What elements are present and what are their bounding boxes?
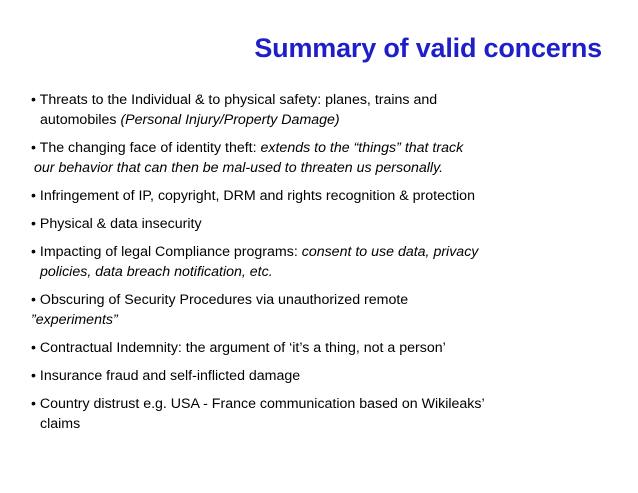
bullet-item xyxy=(31,338,611,358)
bullet-line xyxy=(31,158,611,178)
bullet-line xyxy=(31,310,611,330)
bullet-line xyxy=(31,90,611,110)
bullet-item xyxy=(31,90,611,130)
bullet-line xyxy=(31,394,611,414)
bullet-line xyxy=(31,414,611,434)
bullet-line xyxy=(31,214,611,234)
bullet-emphasis: (Personal Injury/Property Damage) xyxy=(120,112,340,128)
bullet-line xyxy=(31,366,611,386)
bullet-item xyxy=(31,394,611,434)
bullet-text: • Physical & data insecurity xyxy=(31,216,202,232)
bullet-emphasis: policies, data breach notification, etc. xyxy=(40,264,273,280)
bullet-line xyxy=(31,242,611,262)
bullet-text: • Impacting of legal Compliance programs: xyxy=(31,244,302,260)
bullet-item xyxy=(31,290,611,330)
bullet-text: • Obscuring of Security Procedures via unauthorized remote xyxy=(31,292,409,308)
bullet-line xyxy=(31,138,611,158)
bullet-emphasis: consent to use data, privacy xyxy=(301,244,479,260)
bullet-text: • Contractual Indemnity: the argument of ‘it’s a thing, not a person’ xyxy=(31,340,446,356)
bullet-emphasis: extends to the “things” that track xyxy=(260,140,464,156)
bullet-emphasis: ”experiments” xyxy=(31,312,118,328)
bullet-text: • Threats to the Individual & to physical safety: planes, trains and xyxy=(31,92,438,108)
bullet-text: claims xyxy=(40,416,81,432)
bullet-item xyxy=(31,186,611,206)
bullet-list xyxy=(31,90,611,442)
bullet-line xyxy=(31,290,611,310)
bullet-item xyxy=(31,366,611,386)
bullet-line xyxy=(31,186,611,206)
bullet-item xyxy=(31,242,611,282)
bullet-item xyxy=(31,214,611,234)
bullet-item xyxy=(31,138,611,178)
bullet-line xyxy=(31,338,611,358)
bullet-text: • The changing face of identity theft: xyxy=(31,140,261,156)
bullet-text: • Insurance fraud and self-inflicted damage xyxy=(31,368,301,384)
bullet-line xyxy=(31,262,611,282)
bullet-text: automobiles xyxy=(40,112,121,128)
bullet-text: • Country distrust e.g. USA - France communication based on Wikileaks’ xyxy=(31,396,485,412)
bullet-line xyxy=(31,110,611,130)
slide-title: Summary of valid concerns xyxy=(254,33,602,63)
bullet-text: • Infringement of IP, copyright, DRM and rights recognition & protection xyxy=(31,188,475,204)
bullet-emphasis: our behavior that can then be mal-used to threaten us personally. xyxy=(34,160,444,176)
